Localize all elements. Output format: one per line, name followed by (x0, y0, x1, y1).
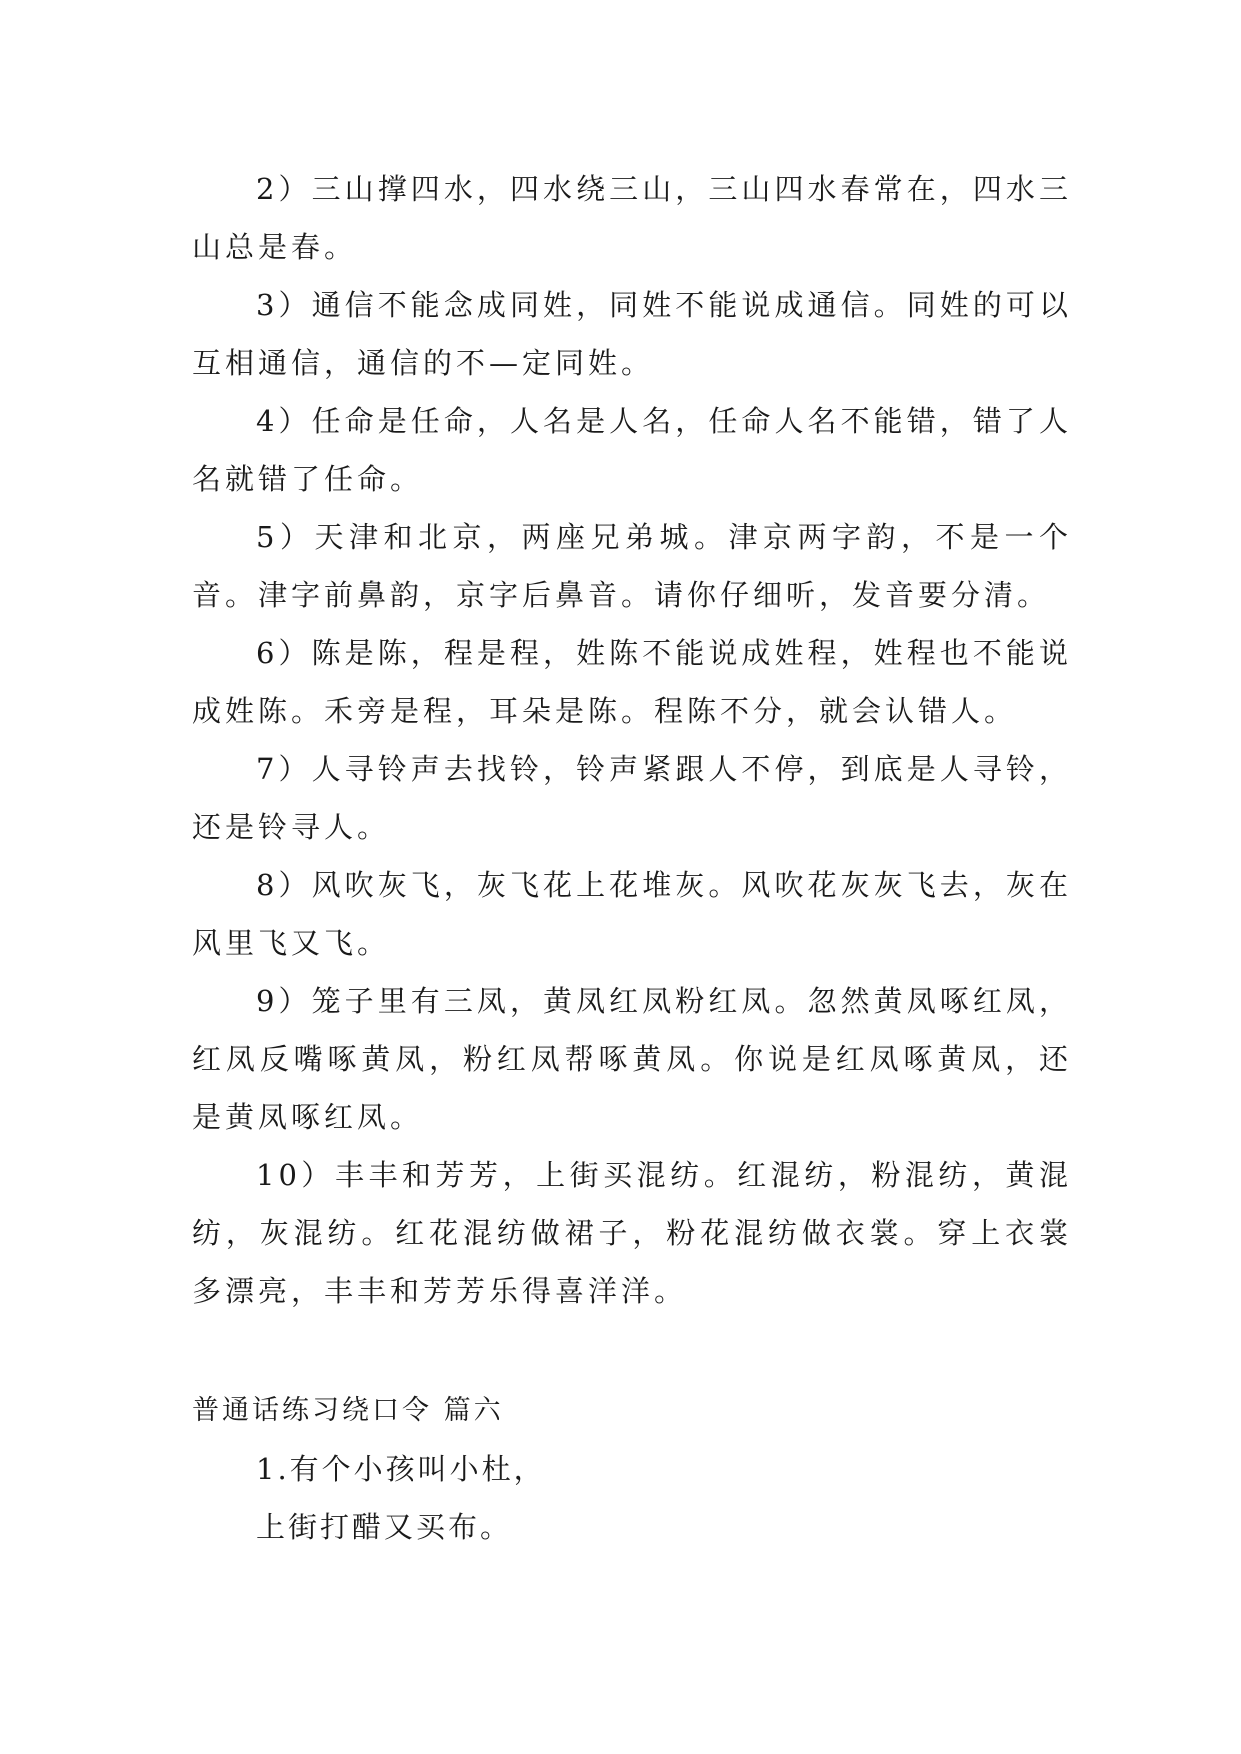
tongue-twister-paragraph: 2）三山撑四水，四水绕三山，三山四水春常在，四水三山总是春。 (192, 172, 1072, 264)
section-heading: 普通话练习绕口令 篇六 (192, 1395, 504, 1426)
tongue-twister-paragraph: 4）任命是任命，人名是人名，任命人名不能错，错了人名就错了任命。 (192, 404, 1072, 496)
tongue-twister-paragraph: 8）风吹灰飞，灰飞花上花堆灰。风吹花灰灰飞去，灰在风里飞又飞。 (192, 868, 1072, 960)
tongue-twister-paragraph: 7）人寻铃声去找铃，铃声紧跟人不停，到底是人寻铃，还是铃寻人。 (192, 752, 1072, 844)
section-line: 1.有个小孩叫小杜， (256, 1452, 546, 1486)
tongue-twister-paragraph: 9）笼子里有三凤，黄凤红凤粉红凤。忽然黄凤啄红凤，红凤反嘴啄黄凤，粉红凤帮啄黄凤。你说是红凤啄黄凤，还是黄凤啄红凤。 (192, 984, 1072, 1134)
section-line: 上街打醋又买布。 (256, 1510, 513, 1544)
tongue-twister-paragraph: 3）通信不能念成同姓，同姓不能说成通信。同姓的可以互相通信，通信的不—定同姓。 (192, 288, 1072, 380)
tongue-twister-paragraph: 6）陈是陈，程是程，姓陈不能说成姓程，姓程也不能说成姓陈。禾旁是程，耳朵是陈。程陈不分，就会认错人。 (192, 636, 1072, 728)
tongue-twister-paragraph: 10）丰丰和芳芳，上街买混纺。红混纺，粉混纺，黄混纺，灰混纺。红花混纺做裙子，粉花混纺做衣裳。穿上衣裳多漂亮，丰丰和芳芳乐得喜洋洋。 (192, 1158, 1072, 1308)
document-body (192, 160, 1072, 1556)
tongue-twister-paragraph: 5）天津和北京，两座兄弟城。津京两字韵，不是一个音。津字前鼻韵，京字后鼻音。请你仔细听，发音要分清。 (192, 520, 1072, 612)
